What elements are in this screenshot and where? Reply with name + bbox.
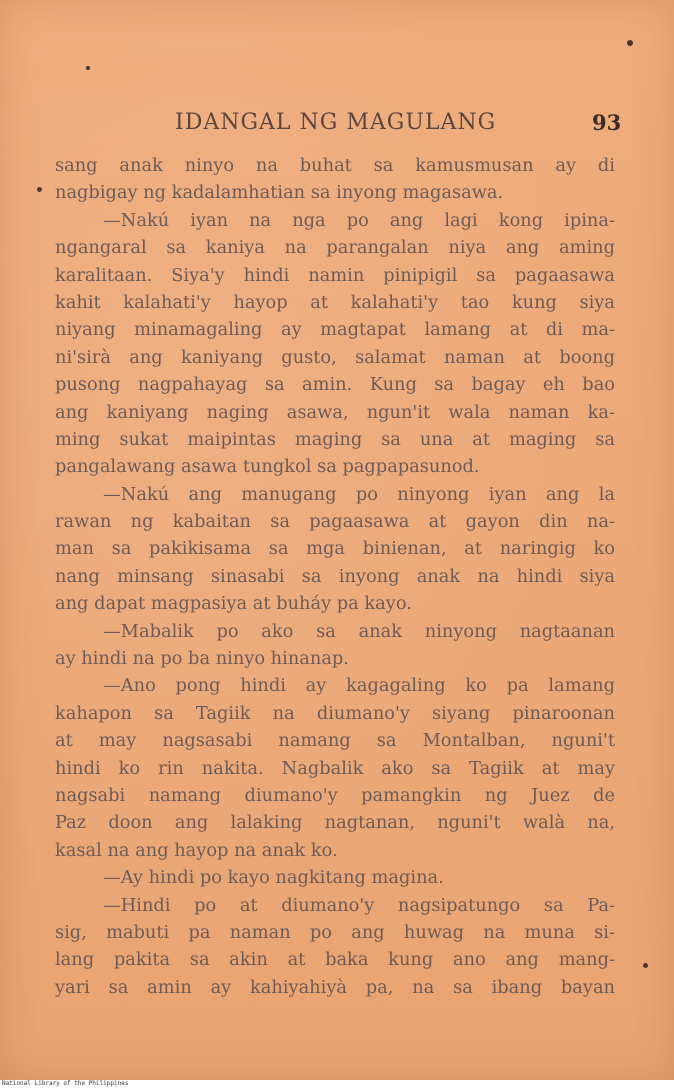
ink-speck — [86, 66, 90, 70]
text-line: —Nakú iyan na nga po ang lagi kong ipina- — [103, 209, 615, 231]
text-line: —Mabalik po ako sa anak ninyong nagtaanan — [103, 620, 615, 642]
page-header — [0, 110, 674, 140]
text-line: ang dapat magpasiya at buháy pa kayo. — [55, 593, 412, 615]
text-line: lang pakita sa akin at baka kung ano ang mang- — [55, 949, 615, 971]
text-line: hindi ko rin nakita. Nagbalik ako sa Tagiik at may — [55, 757, 615, 779]
text-line: kahapon sa Tagiik na diumano'y siyang pinaroonan — [55, 702, 615, 724]
body-text — [55, 152, 615, 1001]
text-line: Paz doon ang lalaking nagtanan, nguni't walà na, — [55, 812, 615, 834]
footer-credit: National Library of the Philippines — [2, 1080, 129, 1087]
running-head: IDANGAL NG MAGULANG — [175, 110, 497, 135]
text-line: sang anak ninyo na buhat sa kamusmusan ay di — [55, 155, 615, 176]
text-line: —Ano pong hindi ay kagagaling ko pa lamang — [103, 675, 615, 697]
text-line: ngangaral sa kaniya na parangalan niya ang aming — [55, 237, 615, 259]
text-line: man sa pakikisama sa mga binienan, at naringig ko — [55, 538, 615, 560]
text-line: ang kaniyang naging asawa, ngun'it wala naman ka- — [55, 401, 615, 423]
text-line: ming sukat maipintas maging sa una at maging sa — [55, 428, 615, 450]
text-line: nagbigay ng kadalamhatian sa inyong magasawa. — [55, 182, 504, 204]
text-line: ay hindi na po ba ninyo hinanap. — [55, 648, 349, 670]
ink-speck — [627, 40, 633, 46]
page-number: 93 — [592, 110, 622, 135]
text-line: kahit kalahati'y hayop at kalahati'y tao kung siya — [55, 291, 615, 313]
text-line: —Ay hindi po kayo nagkitang magina. — [103, 867, 444, 889]
text-line: —Nakú ang manugang po ninyong iyan ang la — [103, 483, 615, 505]
text-line: ni'sirà ang kaniyang gusto, salamat naman at boong — [55, 346, 615, 368]
text-line: pangalawang asawa tungkol sa pagpapasunod. — [55, 456, 480, 478]
text-line: —Hindi po at diumano'y nagsipatungo sa Pa- — [103, 894, 615, 916]
text-line: sig, mabuti pa naman po ang huwag na muna si- — [55, 921, 615, 943]
text-line: niyang minamagaling ay magtapat lamang at di ma- — [55, 319, 615, 341]
text-line: nang minsang sinasabi sa inyong anak na hindi siya — [55, 565, 615, 587]
ink-speck — [643, 963, 648, 968]
text-line: at may nagsasabi namang sa Montalban, nguni't — [55, 730, 615, 752]
ink-speck — [37, 187, 42, 192]
text-line: karalitaan. Siya'y hindi namin pinipigil sa pagaasawa — [55, 264, 615, 286]
text-line: yari sa amin ay kahiyahiyà pa, na sa ibang bayan — [55, 976, 615, 998]
text-line: pusong nagpahayag sa amin. Kung sa bagay eh bao — [55, 374, 615, 396]
text-line: nagsabi namang diumano'y pamangkin ng Juez de — [55, 784, 615, 806]
text-line: rawan ng kabaitan sa pagaasawa at gayon din na- — [55, 511, 615, 533]
text-line: kasal na ang hayop na anak ko. — [55, 839, 338, 861]
